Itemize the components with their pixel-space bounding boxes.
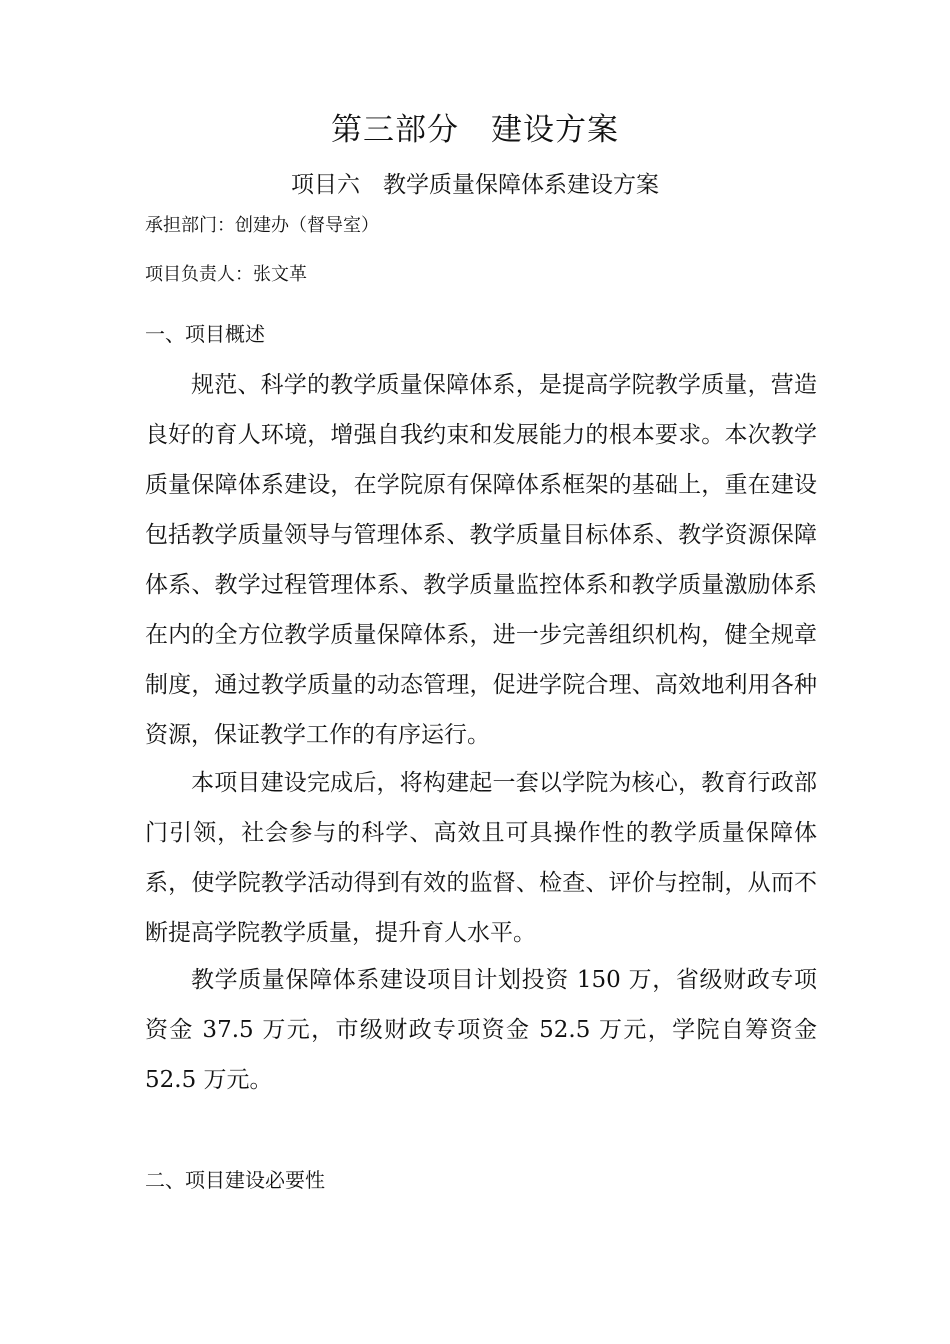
section-heading-overview: 一、项目概述 [145, 322, 265, 346]
section-heading-necessity: 二、项目建设必要性 [145, 1168, 325, 1192]
paragraph-outcome: 本项目建设完成后，将构建起一套以学院为核心，教育行政部门引领，社会参与的科学、高效且可具操作性的教学质量保障体系，使学院教学活动得到有效的监督、检查、评价与控制，从而不断提高学院教学质量，提升育人水平。 [145, 770, 817, 946]
paragraph-overview: 规范、科学的教学质量保障体系，是提高学院教学质量，营造良好的育人环境，增强自我约束和发展能力的根本要求。本次教学质量保障体系建设，在学院原有保障体系框架的基础上，重在建设包括教学质量领导与管理体系、教学质量目标体系、教学资源保障体系、教学过程管理体系、教学质量监控体系和教学质量激励体系在内的全方位教学质量保障体系，进一步完善组织机构，健全规章制度，通过教学质量的动态管理，促进学院合理、高效地利用各种资源，保证教学工作的有序运行。 [145, 372, 817, 748]
project-subtitle: 项目六 教学质量保障体系建设方案 [291, 172, 659, 198]
responsible-department: 承担部门：创建办（督导室） [145, 215, 379, 236]
paragraph-investment: 教学质量保障体系建设项目计划投资 150 万，省级财政专项资金 37.5 万元，市级财政专项资金 52.5 万元，学院自筹资金 52.5 万元。 [145, 967, 817, 1093]
document-title: 第三部分 建设方案 [331, 112, 619, 148]
project-leader: 项目负责人：张文革 [145, 264, 307, 285]
